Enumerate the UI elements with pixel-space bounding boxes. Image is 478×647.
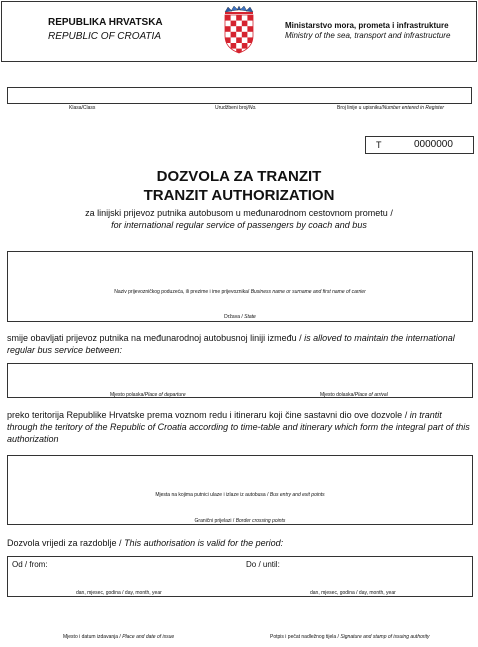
signature-label: [270, 634, 430, 640]
arrival-label-hr: Mjesto dolaska/: [320, 392, 355, 398]
allowed-statement-en: is alloved to maintain the international regular bus service between:: [7, 333, 455, 355]
valid-until-label: Do / until:: [246, 560, 280, 569]
stops-field[interactable]: [7, 455, 473, 525]
entry-exit-label: [7, 492, 473, 498]
register-entry-label: [337, 105, 444, 111]
carrier-state-label-en: State: [244, 314, 256, 320]
place-date-label-en: Place and date of issue: [122, 634, 175, 640]
register-entry-label-en: Number entered in Register: [382, 105, 445, 111]
validity-statement: [7, 538, 283, 548]
territory-statement: [7, 409, 473, 445]
arrival-label-en: Place of arrival: [354, 392, 388, 398]
border-crossing-label-hr: Granični prijelazi /: [194, 518, 235, 524]
ministry-name-hr: Ministarstvo mora, prometa i infrastrukture: [285, 21, 449, 30]
subtitle-hr: za linijski prijevoz putnika autobusom u međunarodnom cestovnom prometu /: [85, 208, 393, 218]
carrier-state-label: [7, 314, 473, 320]
reg-number-label-en: No.: [248, 105, 257, 111]
reg-number-label-hr: Urudžbeni broj/: [215, 105, 249, 111]
country-name-hr: REPUBLIKA HRVATSKA: [48, 17, 163, 28]
valid-from-label: Od / from:: [12, 560, 48, 569]
serial-number: 0000000: [414, 139, 453, 150]
signature-label-en: Signature and stamp of issuing authority: [340, 634, 430, 640]
departure-label-en: Place of departure: [144, 392, 186, 398]
signature-label-hr: Potpis i pečat nadležnog tijela /: [270, 634, 339, 640]
carrier-name-label: [7, 289, 473, 295]
carrier-name-label-hr: Naziv prijevozničkog poduzeća, ili prezime i ime prijevoznika/: [114, 289, 250, 295]
until-date-format: dan, mjesec, godina / day, month, year: [310, 590, 396, 596]
country-name-en: REPUBLIC OF CROATIA: [48, 31, 161, 42]
border-crossing-label: [7, 518, 473, 524]
reg-number-label: [215, 105, 257, 111]
class-label: Klasa/Class: [69, 105, 96, 111]
territory-statement-en: in trantit through the teritory of the Republic of Croatia according to time-table and itinerary which form the integral part of this authorization: [7, 410, 470, 444]
place-date-label-hr: Mjesto i datum izdavanja /: [63, 634, 121, 640]
route-field[interactable]: [7, 363, 473, 398]
carrier-state-label-hr: Država /: [224, 314, 243, 320]
departure-label-hr: Mjesto polaska/: [110, 392, 145, 398]
place-date-label: [63, 634, 174, 640]
carrier-name-label-en: Business name or surname and first name of carrier: [250, 289, 366, 295]
register-entry-label-hr: Broj linije u upisniku/: [337, 105, 383, 111]
entry-exit-label-hr: Mjesta na kojima putnici ulaze i izlaze iz autobusa /: [155, 492, 269, 498]
departure-label: [110, 392, 186, 398]
ministry-name-en: Ministry of the sea, transport and infrastructure: [285, 31, 451, 40]
coat-of-arms-icon: [222, 6, 256, 54]
carrier-field[interactable]: [7, 251, 473, 322]
entry-exit-label-en: Bus entry and exit points: [269, 492, 325, 498]
validity-statement-en: This authorisation is valid for the period:: [124, 538, 284, 548]
subtitle-en: for international regular service of passengers by coach and bus: [111, 220, 367, 230]
allowed-statement: [7, 332, 473, 356]
allowed-statement-hr: smije obavljati prijevoz putnika na međunarodnoj autobusnoj liniji između /: [7, 333, 305, 343]
page-title-hr: DOZVOLA ZA TRANZIT: [156, 168, 322, 185]
arrival-label: [320, 392, 388, 398]
border-crossing-label-en: Border crossing points: [235, 518, 286, 524]
validity-statement-hr: Dozvola vrijedi za razdoblje /: [7, 538, 125, 548]
serial-prefix: T: [376, 140, 382, 150]
territory-statement-hr: preko teritorija Republike Hrvatske prema voznom redu i itineraru koji čine sastavni dio ove dozvole /: [7, 410, 410, 420]
from-date-format: dan, mjesec, godina / day, month, year: [76, 590, 162, 596]
page-title-en: TRANZIT AUTHORIZATION: [143, 187, 335, 204]
registry-field[interactable]: [7, 87, 472, 104]
